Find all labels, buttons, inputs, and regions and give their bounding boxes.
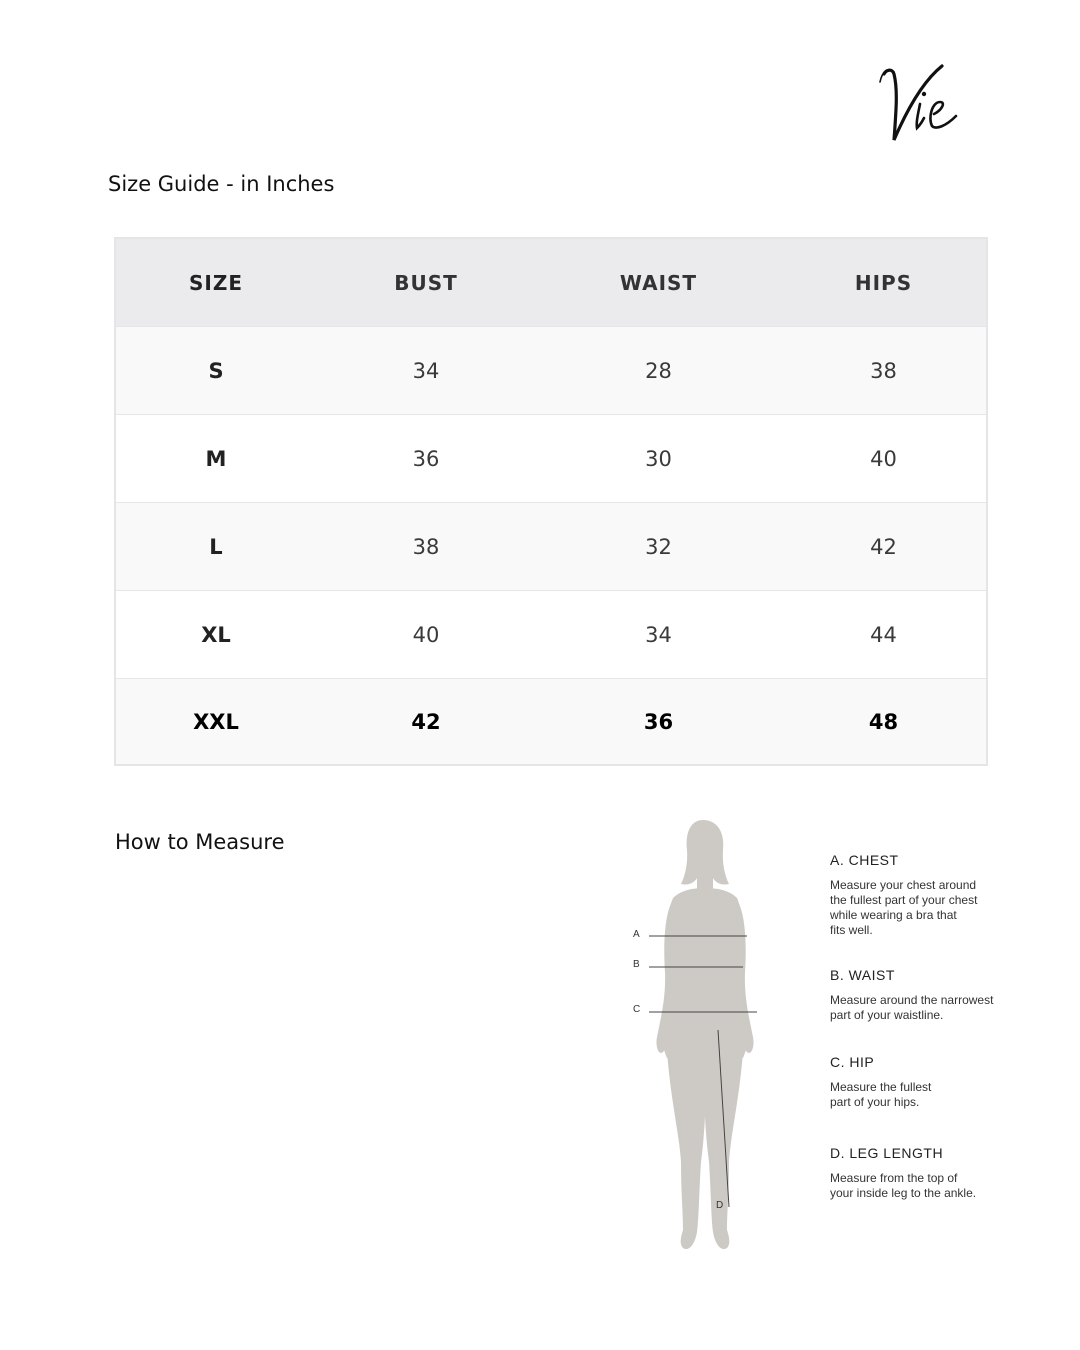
table-row-s xyxy=(116,326,986,414)
how-to-measure-title: How to Measure xyxy=(115,830,285,854)
cell-hips: 40 xyxy=(870,446,897,471)
cell-size: XXL xyxy=(193,709,239,734)
cell-waist: 28 xyxy=(645,358,672,383)
legend-heading: A. CHEST xyxy=(830,852,899,868)
table-row-xl xyxy=(116,590,986,678)
legend-description: Measure around the narrowest part of your waistline. xyxy=(830,993,994,1022)
header-hips: HIPS xyxy=(854,270,913,295)
legend-item-leg-length xyxy=(830,1145,1030,1201)
cell-waist: 34 xyxy=(645,622,672,647)
cell-size: S xyxy=(208,358,224,383)
header-waist: WAIST xyxy=(619,270,698,295)
legend-heading: C. HIP xyxy=(830,1054,875,1070)
legend-heading: B. WAIST xyxy=(830,967,895,983)
cell-hips: 42 xyxy=(870,534,897,559)
cell-size: L xyxy=(209,534,223,559)
legend-description: Measure your chest around the fullest part of your chest while wearing a bra that fits well. xyxy=(830,878,978,937)
table-row-xxl xyxy=(116,678,986,764)
legend-item-chest xyxy=(830,852,1030,938)
cell-waist: 36 xyxy=(643,709,674,734)
page-title: Size Guide - in Inches xyxy=(108,172,335,196)
body-silhouette-figure xyxy=(625,812,785,1257)
size-table xyxy=(114,237,988,766)
cell-hips: 48 xyxy=(868,709,899,734)
cell-bust: 40 xyxy=(412,622,440,647)
marker-d-label: D xyxy=(716,1200,724,1211)
body-silhouette-icon xyxy=(656,820,753,1249)
brand-logo xyxy=(872,52,984,152)
marker-c-label: C xyxy=(633,1004,641,1015)
cell-size: M xyxy=(205,446,227,471)
cell-waist: 30 xyxy=(645,446,672,471)
legend-heading: D. LEG LENGTH xyxy=(830,1145,944,1161)
legend-item-waist xyxy=(830,967,1030,1023)
cell-hips: 38 xyxy=(870,358,897,383)
cell-hips: 44 xyxy=(870,622,897,647)
cell-bust: 36 xyxy=(412,446,440,471)
legend-item-hip xyxy=(830,1054,1030,1110)
cell-bust: 42 xyxy=(411,709,441,734)
cell-waist: 32 xyxy=(645,534,672,559)
table-row-m xyxy=(116,414,986,502)
marker-a-label: A xyxy=(633,929,640,940)
legend-description: Measure from the top of your inside leg to the ankle. xyxy=(830,1171,977,1200)
cell-bust: 38 xyxy=(412,534,440,559)
table-header-row xyxy=(116,239,986,326)
header-size: SIZE xyxy=(188,270,243,295)
table-row-l xyxy=(116,502,986,590)
header-bust: BUST xyxy=(394,270,458,295)
legend-description: Measure the fullest part of your hips. xyxy=(830,1080,932,1109)
marker-b-label: B xyxy=(633,959,640,970)
cell-bust: 34 xyxy=(412,358,440,383)
cell-size: XL xyxy=(201,622,231,647)
